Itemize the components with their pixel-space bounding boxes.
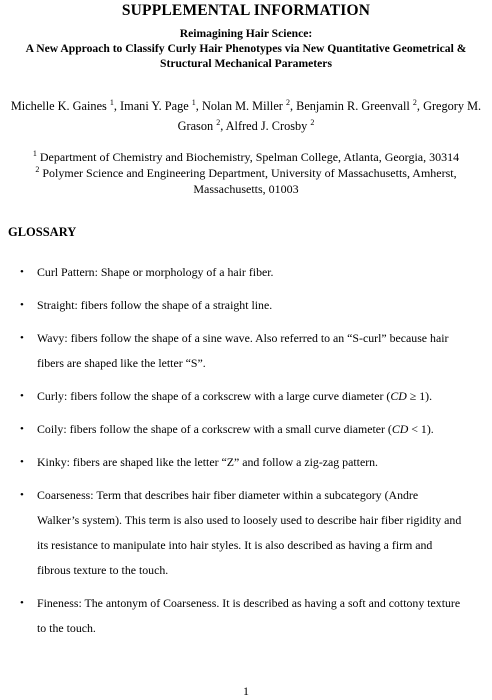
glossary-item [0, 483, 492, 583]
bullet-icon: • [20, 266, 24, 278]
glossary-item [0, 450, 492, 475]
author-sep: , [289, 99, 297, 113]
author-name: Grason [177, 119, 217, 133]
author-line-2 [8, 116, 484, 136]
glossary-item-line: Fineness: The antonym of Coarseness. It is described as having a soft and cottony texture [37, 596, 461, 610]
glossary-item-line: Wavy: fibers follow the shape of a sine wave. Also referred to an “S-curl” because hair [37, 331, 449, 345]
affiliation-2 [8, 166, 484, 182]
author-affil-mark: 2 [285, 97, 290, 107]
author-name: Benjamin R. Greenvall [296, 99, 413, 113]
glossary-item [0, 591, 492, 641]
bullet-icon: • [20, 456, 24, 468]
bullet-icon: • [20, 299, 24, 311]
author-sep: , [220, 119, 226, 133]
glossary-item-line: Coarseness: Term that describes hair fiber diameter within a subcategory (Andre [37, 488, 419, 502]
glossary-list [0, 260, 492, 649]
glossary-item [0, 384, 492, 409]
glossary-item-line: Curly: fibers follow the shape of a corkscrew with a large curve diameter (CD ≥ 1). [37, 389, 433, 403]
affiliation-mark: 2 [35, 165, 40, 174]
bullet-icon: • [20, 332, 24, 344]
glossary-item [0, 260, 492, 285]
author-affil-mark: 1 [109, 97, 114, 107]
affiliation-text: Polymer Science and Engineering Department, University of Massachusetts, Amherst, [42, 166, 457, 180]
author-name: Gregory M. [423, 99, 482, 113]
author-sep: , [195, 99, 202, 113]
paper-subtitle-line-1: Reimagining Hair Science: [179, 27, 313, 40]
bullet-icon: • [20, 423, 24, 435]
author-name: Alfred J. Crosby [225, 119, 311, 133]
bullet-icon: • [20, 597, 24, 609]
glossary-item-line: Coily: fibers follow the shape of a corkscrew with a small curve diameter (CD < 1). [37, 422, 434, 436]
paper-subtitle-line-3: Structural Mechanical Parameters [160, 57, 332, 70]
glossary-item-line: Kinky: fibers are shaped like the letter “Z” and follow a zig-zag pattern. [37, 455, 379, 469]
glossary-item-line: its resistance to manipulate into hair styles. It is also described as having a firm and [37, 538, 433, 552]
paper-subtitle-line-2: A New Approach to Classify Curly Hair Phenotypes via New Quantitative Geometrical & [25, 42, 467, 55]
affiliation-1 [8, 150, 484, 166]
author-affil-mark: 2 [310, 117, 315, 127]
affiliation-2-cont: Massachusetts, 01003 [193, 182, 299, 196]
author-name: Michelle K. Gaines [10, 99, 110, 113]
glossary-heading: GLOSSARY [8, 225, 77, 239]
author-affil-mark: 2 [216, 117, 221, 127]
page-number: 1 [243, 684, 249, 698]
glossary-item [0, 326, 492, 376]
glossary-item-line: fibrous texture to the touch. [37, 563, 169, 577]
bullet-icon: • [20, 390, 24, 402]
glossary-item-line: Straight: fibers follow the shape of a straight line. [37, 298, 273, 312]
glossary-item-line: Walker’s system). This term is also used to loosely used to describe hair fiber rigidity and [37, 513, 462, 527]
author-sep: , [416, 99, 424, 113]
author-line-1 [8, 96, 484, 116]
glossary-item [0, 417, 492, 442]
author-sep: , [113, 99, 121, 113]
author-name: Imani Y. Page [120, 99, 192, 113]
glossary-item-line: to the touch. [37, 621, 96, 635]
bullet-icon: • [20, 489, 24, 501]
glossary-item-line: Curl Pattern: Shape or morphology of a hair fiber. [37, 265, 274, 279]
author-affil-mark: 2 [412, 97, 417, 107]
affiliation-mark: 1 [32, 149, 37, 158]
document-title: SUPPLEMENTAL INFORMATION [121, 2, 371, 19]
glossary-item-line: fibers are shaped like the letter “S”. [37, 356, 206, 370]
author-affil-mark: 1 [191, 97, 196, 107]
author-name: Nolan M. Miller [201, 99, 286, 113]
affiliation-text: Department of Chemistry and Biochemistry, Spelman College, Atlanta, Georgia, 30314 [39, 150, 460, 164]
glossary-item [0, 293, 492, 318]
